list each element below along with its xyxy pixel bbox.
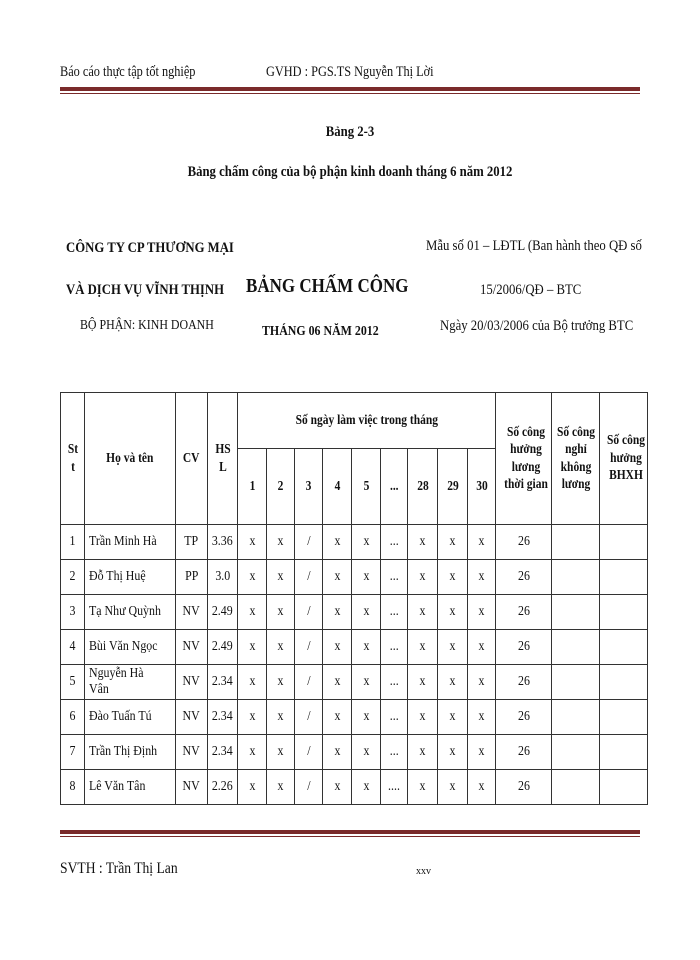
table-number: Bảng 2-3	[325, 124, 375, 140]
col-header-cv: CV	[176, 393, 208, 525]
col-header-days-group: Số ngày làm việc trong tháng	[238, 393, 496, 449]
day-header: 1	[238, 449, 267, 525]
table-title: Bảng chấm công của bộ phận kinh doanh tháng 6 năm 2012	[187, 164, 513, 180]
form-ref-line3: Ngày 20/03/2006 của Bộ trưởng BTC	[440, 318, 634, 334]
header-rule	[60, 87, 640, 91]
department: BỘ PHẬN: KINH DOANH	[80, 318, 214, 333]
table-row: 4 Bùi Văn Ngọc NV 2.49 x x / x x ... x x x 26	[61, 630, 648, 665]
day-header: 28	[408, 449, 438, 525]
day-header: 30	[468, 449, 496, 525]
header-left: Báo cáo thực tập tốt nghiệp	[60, 64, 196, 80]
form-ref-line1: Mẫu số 01 – LĐTL (Ban hành theo QĐ số	[426, 238, 642, 254]
header-rule-thin	[60, 93, 640, 94]
attendance-table	[60, 392, 648, 805]
sheet-title: BẢNG CHẤM CÔNG	[246, 275, 409, 297]
page-number: xxv	[416, 866, 431, 877]
footer-author: SVTH : Trần Thị Lan	[60, 860, 178, 877]
company-name-line2: VÀ DỊCH VỤ VĨNH THỊNH	[66, 282, 224, 298]
day-header: ...	[381, 449, 408, 525]
table-row: 7 Trần Thị Định NV 2.34 x x / x x ... x x x 26	[61, 735, 648, 770]
footer-rule	[60, 830, 640, 834]
footer-rule-thin	[60, 836, 640, 837]
day-header: 3	[295, 449, 323, 525]
col-header-unpaid: Số công nghỉ không lương	[552, 393, 600, 525]
company-name-line1: CÔNG TY CP THƯƠNG MẠI	[66, 240, 234, 256]
col-header-name: Họ và tên	[85, 393, 176, 525]
table-row: 3 Tạ Như Quỳnh NV 2.49 x x / x x ... x x x 26	[61, 595, 648, 630]
header-right: GVHD : PGS.TS Nguyễn Thị Lời	[266, 64, 434, 80]
table-row: 6 Đào Tuấn Tú NV 2.34 x x / x x ... x x x 26	[61, 700, 648, 735]
table-row: 2 Đỗ Thị Huệ PP 3.0 x x / x x ... x x x 26	[61, 560, 648, 595]
col-header-hsl: HS L	[208, 393, 238, 525]
form-ref-line2: 15/2006/QĐ – BTC	[480, 282, 582, 298]
table-row: 5 Nguyễn Hà Vân NV 2.34 x x / x x ... x x x 26	[61, 665, 648, 700]
table-row: 8 Lê Văn Tân NV 2.26 x x / x x .... x x x 26	[61, 770, 648, 805]
sheet-month: THÁNG 06 NĂM 2012	[262, 324, 379, 339]
day-header: 5	[352, 449, 381, 525]
day-header: 29	[438, 449, 468, 525]
day-header: 2	[267, 449, 295, 525]
col-header-paid-time: Số công hưởng lương thời gian	[496, 393, 552, 525]
col-header-bhxh: Số công hưởng BHXH	[600, 393, 648, 525]
col-header-stt: St t	[61, 393, 85, 525]
day-header: 4	[323, 449, 352, 525]
table-row: 1 Trần Minh Hà TP 3.36 x x / x x ... x x x 26	[61, 525, 648, 560]
